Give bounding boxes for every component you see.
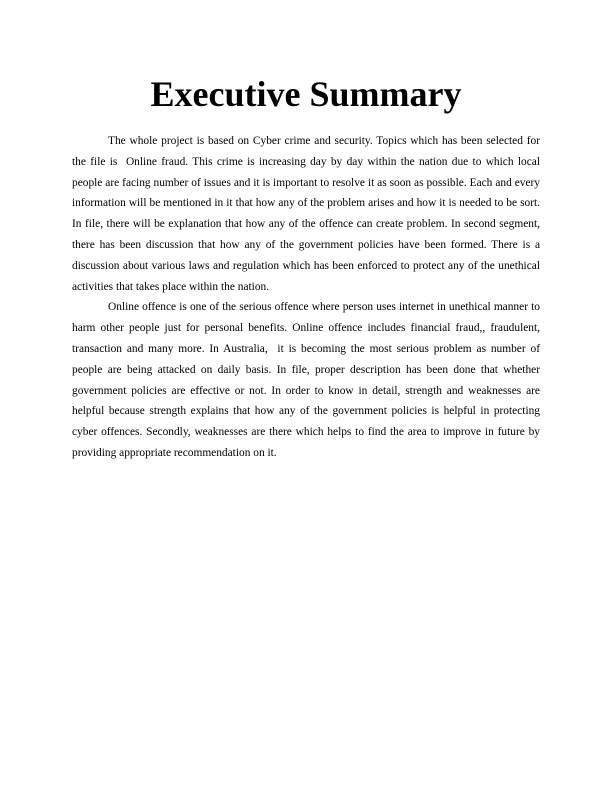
paragraph-1: The whole project is based on Cyber crime and security. Topics which has been selected for the file is Online fraud. This crime is increasing day by day within the nation due to which local people are facing number of issues and it is important to resolve it as soon as possible. Each and every information will be mentioned in it that how any of the problem arises and how it is needed to be sort. In file, there will be explanation that how any of the offence can create problem. In second segment, there has been discussion that how any of the government policies have been formed. There is a discussion about various laws and regulation which has been enforced to protect any of the unethical activities that takes place within the nation. [72,135,543,293]
paragraph-2: Online offence is one of the serious offence where person uses internet in unethical manner to harm other people just for personal benefits. Online offence includes financial fraud,, fraudulent, transaction and many more. In Australia, it is becoming the most serious problem as number of people are being attacked on daily basis. In file, proper description has been done that whether government policies are effective or not. In order to know in detail, strength and weaknesses are helpful because strength explains that how any of the government policies is helpful in protecting cyber offences. Secondly, weaknesses are there which helps to find the area to improve in future by providing appropriate recommendation on it. [72,301,543,459]
body-text [72,131,543,464]
page-title: Executive Summary [150,74,462,114]
